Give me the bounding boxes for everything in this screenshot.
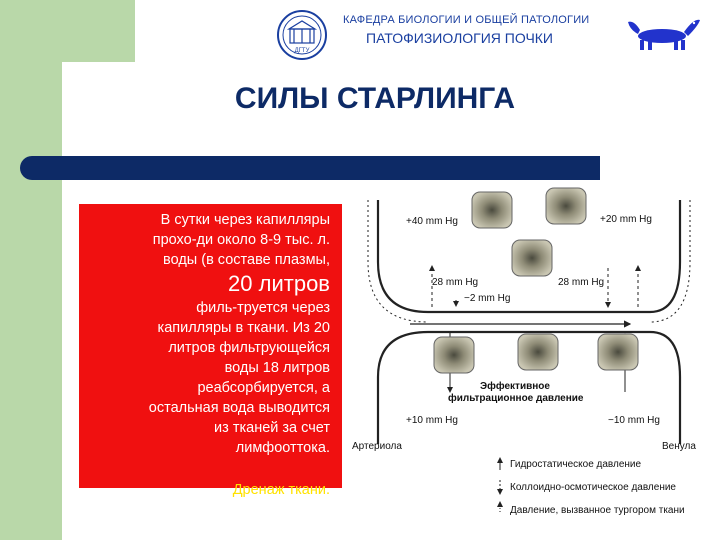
text-line: В сутки через капилляры xyxy=(160,212,330,228)
highlight-volume: 20 литров xyxy=(228,271,330,296)
effective-pressure-subtitle: фильтрационное давление xyxy=(448,393,584,404)
title-underline-bar xyxy=(20,156,600,180)
university-logo-icon xyxy=(276,9,328,61)
effective-pressure-right-label: −10 mm Hg xyxy=(608,415,660,426)
slide-title: СИЛЫ СТАРЛИНГА xyxy=(234,82,516,115)
dachshund-icon xyxy=(624,12,704,56)
starling-forces-diagram xyxy=(350,182,720,540)
arteriole-label: Артериола xyxy=(352,441,402,452)
text-line: воды (в составе плазмы, xyxy=(163,252,330,268)
arterial-pressure-label: +40 mm Hg xyxy=(406,216,458,227)
text-line: остальная вода выводится xyxy=(148,400,330,416)
legend-item: Гидростатическое давление xyxy=(510,459,642,470)
course-name: ПАТОФИЗИОЛОГИЯ ПОЧКИ xyxy=(366,30,553,46)
text-line: капилляры в ткани. Из 20 xyxy=(157,320,330,336)
legend xyxy=(500,458,685,516)
interstitial-pressure-label: −2 mm Hg xyxy=(464,293,511,304)
legend-item: Коллоидно-осмотическое давление xyxy=(510,482,676,493)
oncotic-pressure-right-label: 28 mm Hg xyxy=(558,277,605,288)
logo-text: ДГТУ xyxy=(294,48,310,54)
frame-left-strip xyxy=(0,0,62,540)
effective-pressure-title: Эффективное xyxy=(480,381,550,392)
text-line: реабсорбируется, а xyxy=(197,380,330,396)
venous-pressure-label: +20 mm Hg xyxy=(600,214,652,225)
text-panel-content xyxy=(90,210,330,458)
overflow-text-line: Дренаж ткани. xyxy=(232,482,330,498)
text-line: прохо-ди около 8-9 тыс. л. xyxy=(152,232,330,248)
text-line: воды 18 литров xyxy=(224,360,330,376)
text-line: из тканей за счет xyxy=(214,420,330,436)
frame-top-strip xyxy=(0,0,135,62)
text-line: лимфооттока. xyxy=(235,440,330,456)
department-name: КАФЕДРА БИОЛОГИИ И ОБЩЕЙ ПАТОЛОГИИ xyxy=(343,14,590,26)
effective-pressure-left-label: +10 mm Hg xyxy=(406,415,458,426)
oncotic-pressure-left-label: 28 mm Hg xyxy=(432,277,479,288)
venule-label: Венула xyxy=(662,441,696,452)
legend-item: Давление, вызванное тургором ткани xyxy=(510,505,685,516)
text-line: литров фильтрующейся xyxy=(168,340,330,356)
text-line: филь-труется через xyxy=(196,300,330,316)
